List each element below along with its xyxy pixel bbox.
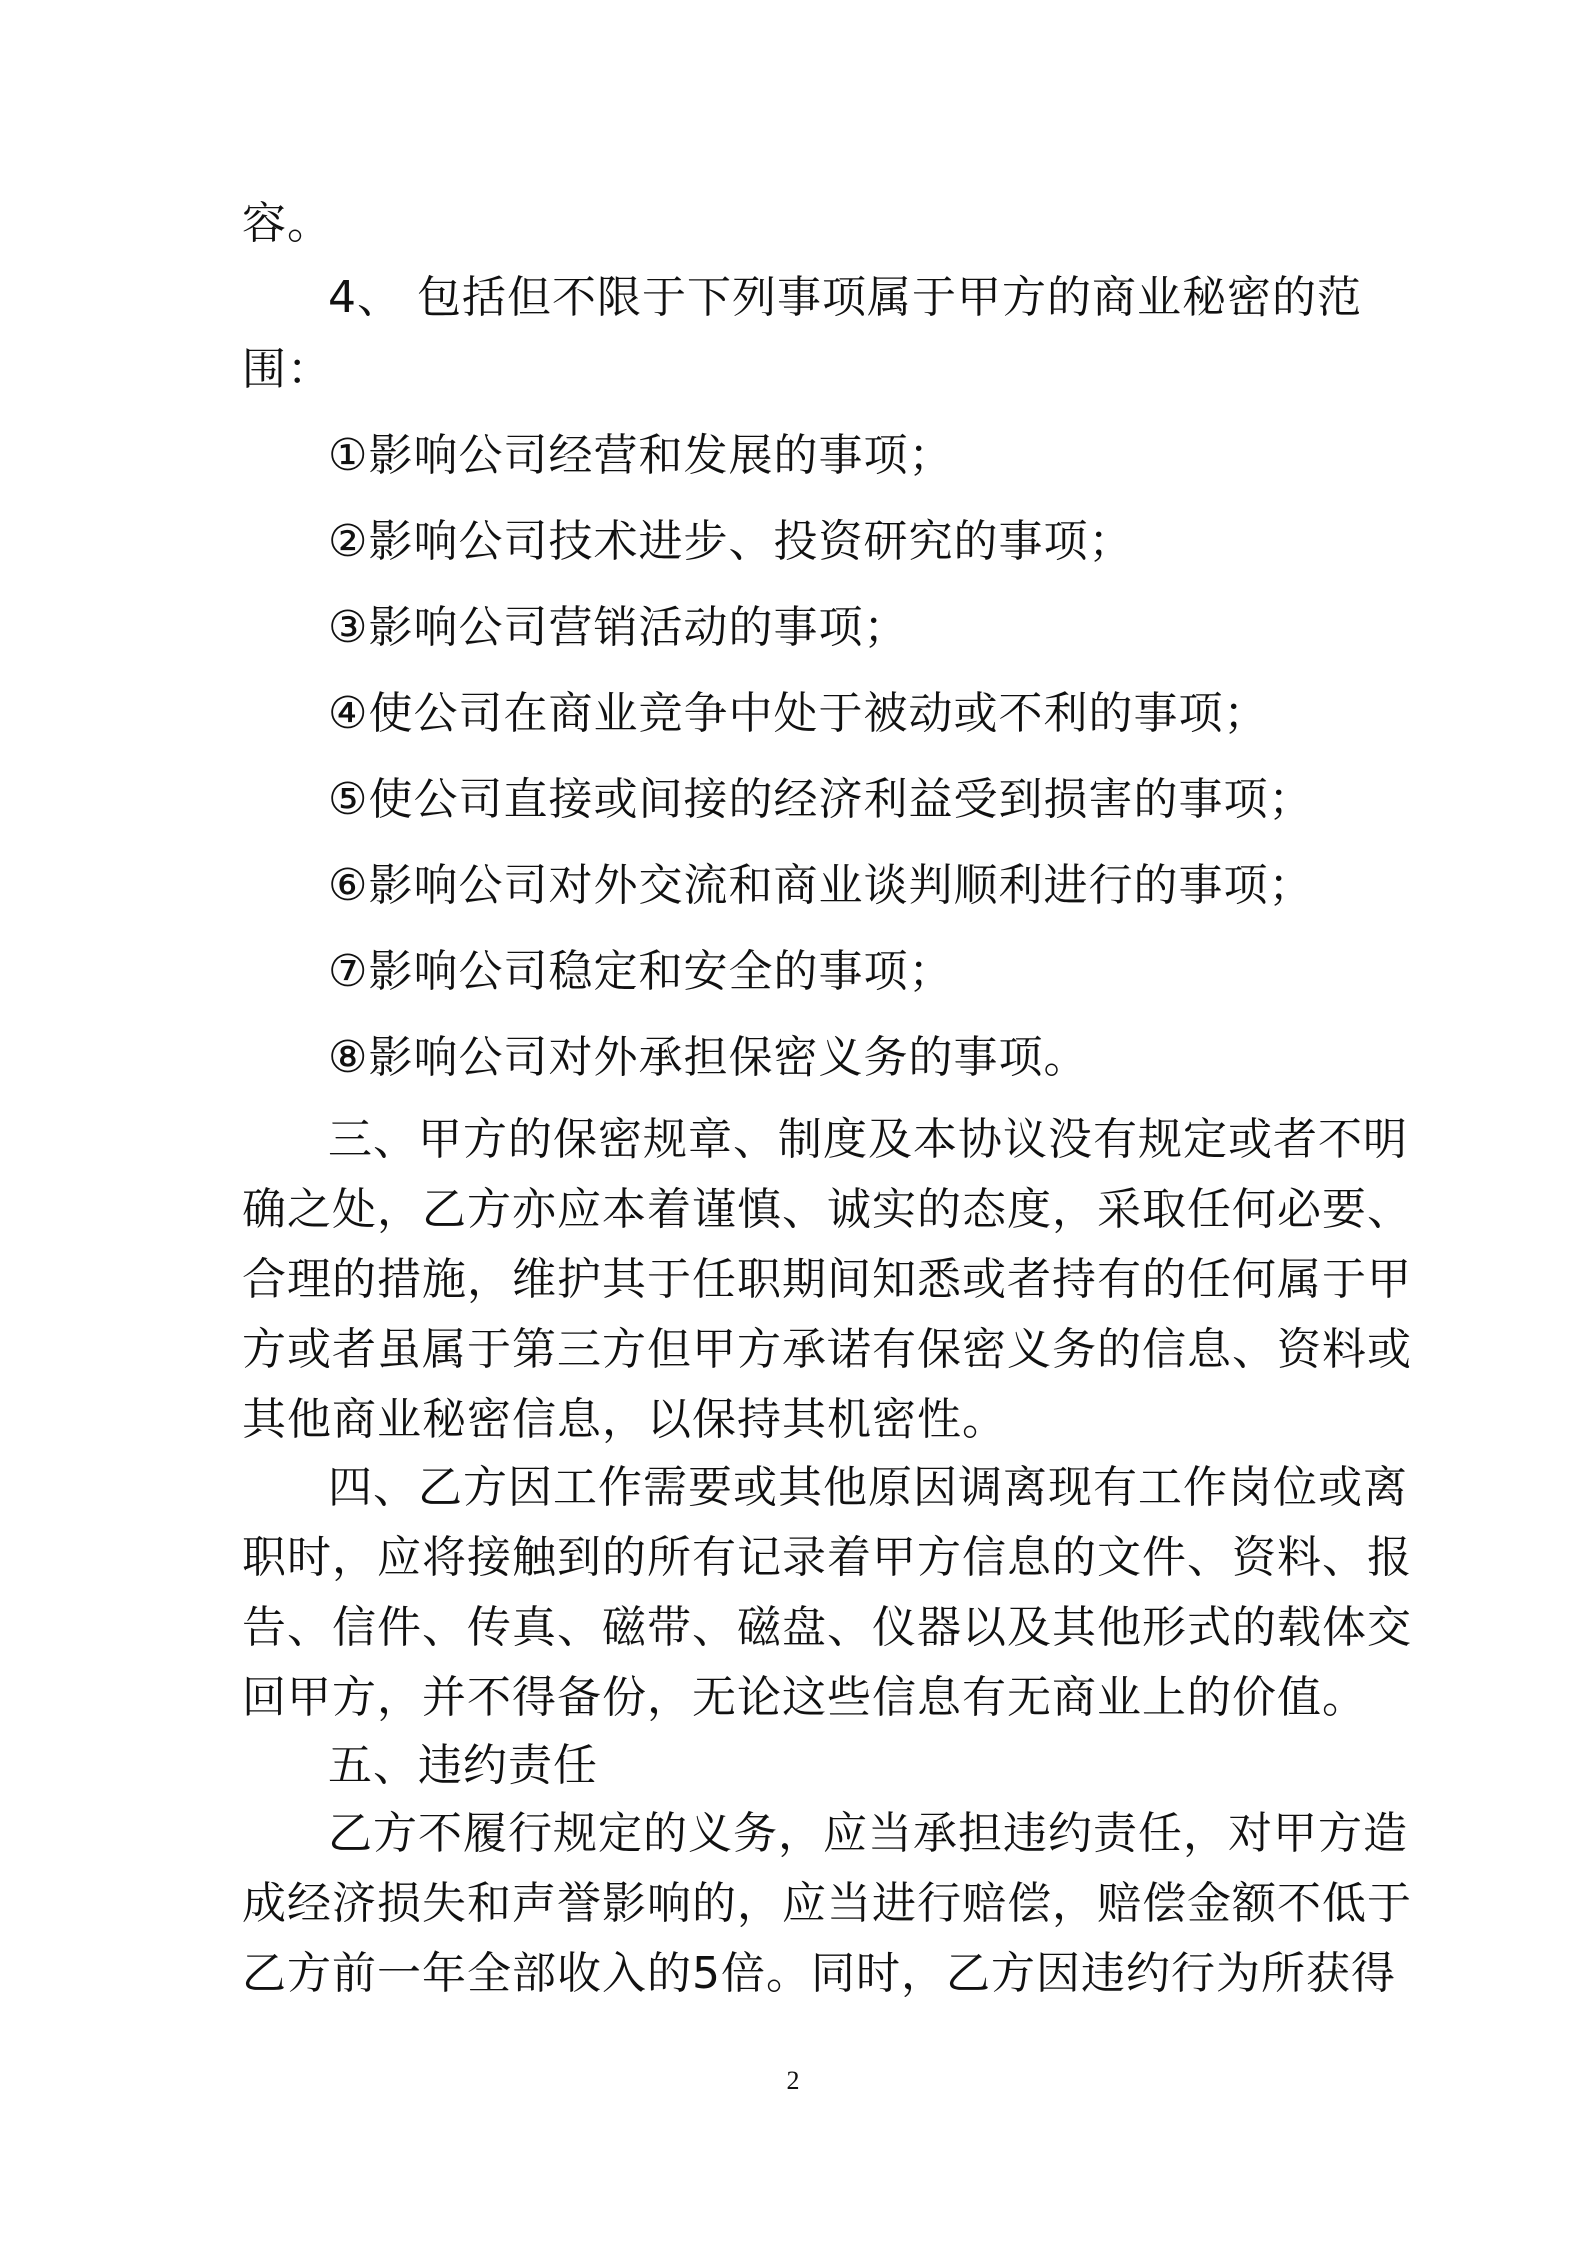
list-item-5: ⑤使公司直接或间接的经济利益受到损害的事项； xyxy=(328,774,1314,825)
paragraph-4-line: 告、信件、传真、磁带、磁盘、仪器以及其他形式的载体交 xyxy=(242,1602,1412,1653)
page-number: 2 xyxy=(786,2066,800,2095)
paragraph-3-line: 确之处，乙方亦应本着谨慎、诚实的态度，采取任何必要、 xyxy=(242,1184,1412,1235)
list-item-7: ⑦影响公司稳定和安全的事项； xyxy=(328,946,954,997)
paragraph-3-line: 其他商业秘密信息，以保持其机密性。 xyxy=(242,1394,1007,1445)
paragraph-4-line: 职时，应将接触到的所有记录着甲方信息的文件、资料、报 xyxy=(242,1532,1412,1583)
list-item-3: ③影响公司营销活动的事项； xyxy=(328,602,909,653)
paragraph-5-line: 乙方前一年全部收入的5倍。同时，乙方因违约行为所获得 xyxy=(242,1948,1396,1999)
paragraph-3-line: 三、甲方的保密规章、制度及本协议没有规定或者不明 xyxy=(328,1114,1408,1165)
list-item-6: ⑥影响公司对外交流和商业谈判顺利进行的事项； xyxy=(328,860,1314,911)
paragraph-5-line: 乙方不履行规定的义务，应当承担违约责任，对甲方造 xyxy=(328,1808,1408,1859)
paragraph-4-line: 四、乙方因工作需要或其他原因调离现有工作岗位或离 xyxy=(328,1462,1408,1513)
paragraph-3-line: 合理的措施，维护其于任职期间知悉或者持有的任何属于甲 xyxy=(242,1254,1412,1305)
paragraph-5-line: 成经济损失和声誉影响的，应当进行赔偿，赔偿金额不低于 xyxy=(242,1878,1412,1929)
list-item-4: ④使公司在商业竞争中处于被动或不利的事项； xyxy=(328,688,1269,739)
paragraph-3-line: 方或者虽属于第三方但甲方承诺有保密义务的信息、资料或 xyxy=(242,1324,1412,1375)
paragraph-4-line: 回甲方，并不得备份，无论这些信息有无商业上的价值。 xyxy=(242,1672,1367,1723)
text-line: 围： xyxy=(242,344,332,395)
list-item-1: ①影响公司经营和发展的事项； xyxy=(328,430,954,481)
text-line: 容。 xyxy=(242,198,332,249)
list-heading-4: 4、 包括但不限于下列事项属于甲方的商业秘密的范 xyxy=(328,272,1362,323)
section-heading-5: 五、违约责任 xyxy=(328,1740,598,1791)
list-item-2: ②影响公司技术进步、投资研究的事项； xyxy=(328,516,1134,567)
list-item-8: ⑧影响公司对外承担保密义务的事项。 xyxy=(328,1032,1089,1083)
